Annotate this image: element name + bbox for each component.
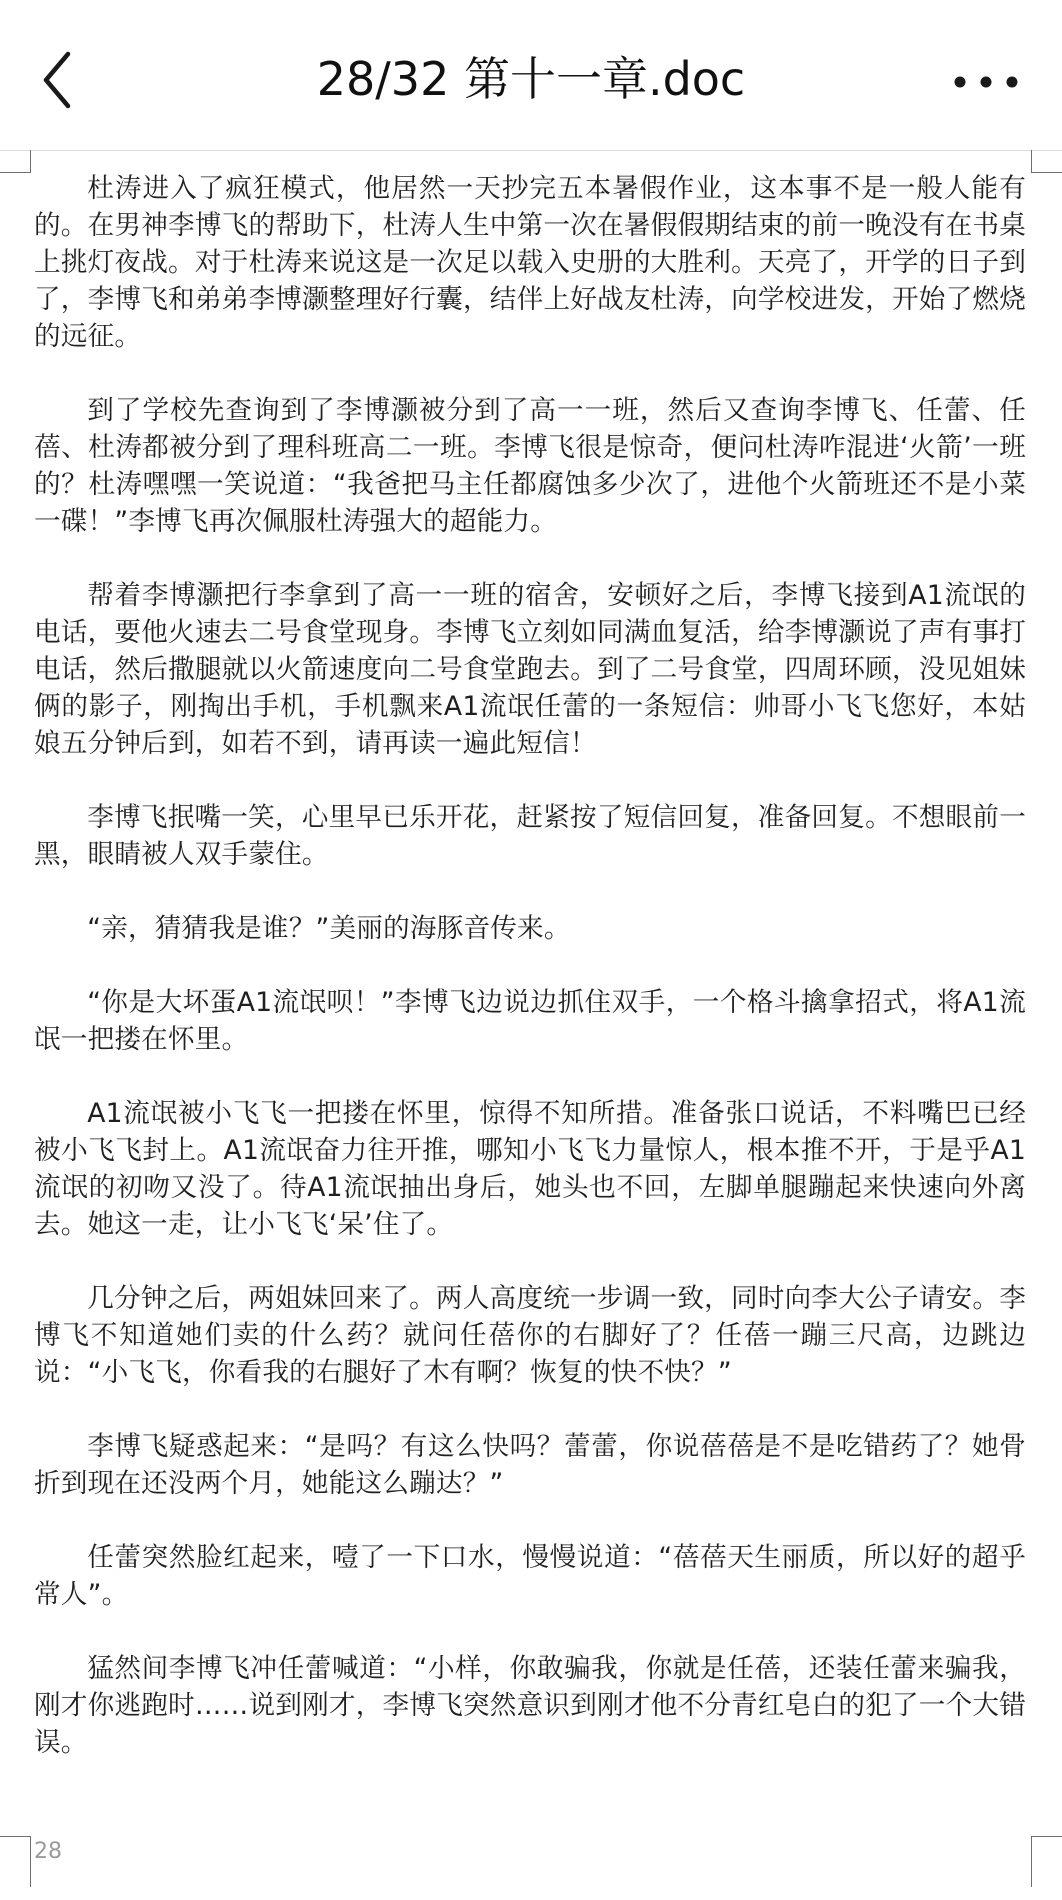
paragraph: “亲，猜猜我是谁？”美丽的海豚音传来。	[87, 913, 571, 944]
paragraph: “你是大坏蛋A1流氓呗！”李博飞边说边抓住双手，一个格斗擒拿招式，将A1流氓一把搂在怀里。	[34, 987, 1026, 1055]
crop-mark-bottom-left	[0, 1836, 31, 1887]
document-body	[34, 170, 1026, 1798]
paragraph: 杜涛进入了疯狂模式，他居然一天抄完五本暑假作业，这本事不是一般人能有的。在男神李博飞的帮助下，杜涛人生中第一次在暑假假期结束的前一晚没有在书桌上挑灯夜战。对于杜涛来说这是一次足以载入史册的大胜利。天亮了，开学的日子到了，李博飞和弟弟李博灏整理好行囊，结伴上好战友杜涛，向学校进发，开始了燃烧的远征。	[34, 173, 1026, 352]
paragraph: 几分钟之后，两姐妹回来了。两人高度统一步调一致，同时向李大公子请安。李博飞不知道她们卖的什么药？就问任蓓你的右脚好了？任蓓一蹦三尺高，边跳边说：“小飞飞，你看我的右腿好了木有啊？恢复的快不快？”	[34, 1283, 1026, 1388]
more-horizontal-icon	[938, 52, 1038, 112]
back-button[interactable]	[38, 40, 98, 120]
crop-mark-top-left	[0, 150, 31, 173]
paragraph: A1流氓被小飞飞一把搂在怀里，惊得不知所措。准备张口说话，不料嘴巴已经被小飞飞封上。A1流氓奋力往开推，哪知小飞飞力量惊人，根本推不开，于是乎A1流氓的初吻又没了。待A1流氓抽出身后，她头也不回，左脚单腿蹦起来快速向外离去。她这一走，让小飞飞‘呆’住了。	[34, 1098, 1026, 1240]
document-title: 28/32 第十一章.doc	[316, 52, 746, 106]
chevron-left-icon	[38, 40, 98, 120]
document-page[interactable]	[0, 150, 1062, 1900]
paragraph: 李博飞抿嘴一笑，心里早已乐开花，赶紧按了短信回复，准备回复。不想眼前一黑，眼睛被人双手蒙住。	[34, 802, 1026, 870]
paragraph: 帮着李博灏把行李拿到了高一一班的宿舍，安顿好之后，李博飞接到A1流氓的电话，要他火速去二号食堂现身。李博飞立刻如同满血复活，给李博灏说了声有事打电话，然后撒腿就以火箭速度向二号食堂跑去。到了二号食堂，四周环顾，没见姐妹俩的影子，刚掏出手机，手机飘来A1流氓任蕾的一条短信：帅哥小飞飞您好，本姑娘五分钟后到，如若不到，请再读一遍此短信！	[34, 580, 1026, 759]
paragraph: 到了学校先查询到了李博灏被分到了高一一班，然后又查询李博飞、任蕾、任蓓、杜涛都被分到了理科班高二一班。李博飞很是惊奇，便问杜涛咋混进‘火箭’一班的？杜涛嘿嘿一笑说道：“我爸把马主任都腐蚀多少次了，进他个火箭班还不是小菜一碟！”李博飞再次佩服杜涛强大的超能力。	[34, 395, 1026, 537]
more-options-button[interactable]	[938, 52, 1038, 112]
page-number: 28	[34, 1839, 62, 1864]
paragraph: 猛然间李博飞冲任蕾喊道：“小样，你敢骗我，你就是任蓓，还装任蕾来骗我，刚才你逃跑时……说到刚才，李博飞突然意识到刚才他不分青红皂白的犯了一个大错误。	[34, 1653, 1026, 1758]
top-nav-bar	[0, 0, 1062, 151]
paragraph: 任蕾突然脸红起来，噎了一下口水，慢慢说道：“蓓蓓天生丽质，所以好的超乎常人”。	[34, 1542, 1026, 1610]
paragraph: 李博飞疑惑起来：“是吗？有这么快吗？蕾蕾，你说蓓蓓是不是吃错药了？她骨折到现在还没两个月，她能这么蹦达？”	[34, 1431, 1026, 1499]
crop-mark-bottom-right	[1031, 1836, 1062, 1887]
crop-mark-top-right	[1031, 150, 1062, 173]
